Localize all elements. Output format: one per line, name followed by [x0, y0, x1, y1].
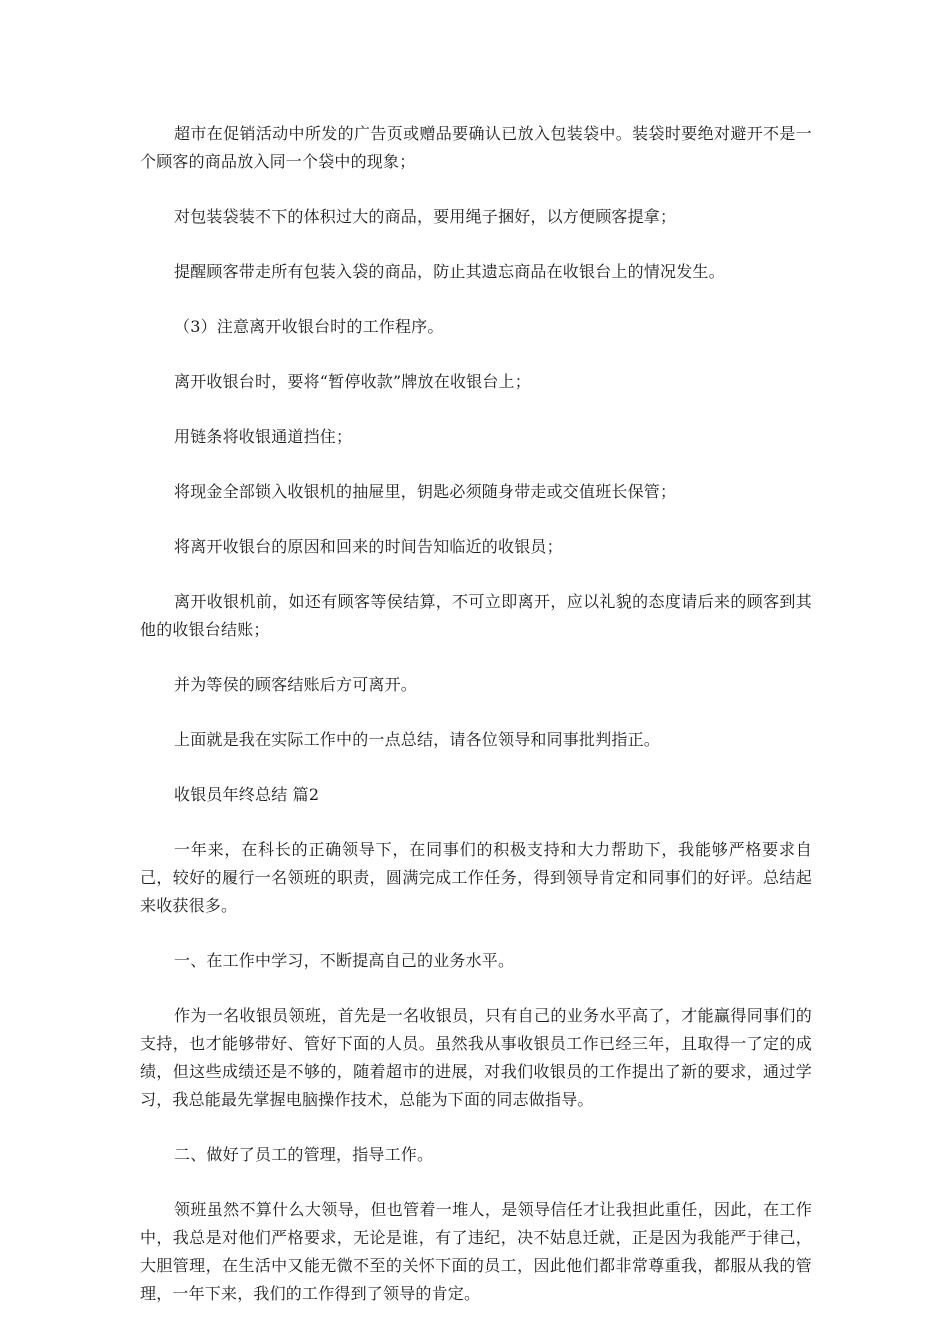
paragraph-oversized-goods: 对包装袋装不下的体积过大的商品，要用绳子捆好，以方便顾客提拿；	[174, 207, 677, 226]
paragraph-remind-customers: 提醒顾客带走所有包装入袋的商品，防止其遗忘商品在收银台上的情况发生。	[174, 262, 725, 281]
section-heading-staff-management: 二、做好了员工的管理，指导工作。	[174, 1145, 434, 1164]
section-heading-learning: 一、在工作中学习，不断提高自己的业务水平。	[174, 951, 515, 970]
paragraph-leave-after-checkout: 并为等侯的顾客结账后方可离开。	[174, 675, 418, 694]
paragraph-bagging-flyers: 超市在促销活动中所发的广告页或赠品要确认已放入包装袋中。装袋时要绝对避开不是一个顾客的商品放入同一个袋中的现象；	[140, 124, 812, 171]
paragraph-summary-closing: 上面就是我在实际工作中的一点总结，请各位领导和同事批判指正。	[174, 730, 661, 749]
section-heading-leaving-checkout: （3）注意离开收银台时的工作程序。	[174, 317, 444, 336]
paragraph-year-overview: 一年来，在科长的正确领导下，在同事们的积极支持和大力帮助下，我能够严格要求自己，较好的履行一名领班的职责，圆满完成工作任务，得到领导肯定和同事们的好评。总结起来收获很多。	[140, 840, 812, 915]
paragraph-lock-cash: 将现金全部锁入收银机的抽屉里，钥匙必须随身带走或交值班长保管；	[174, 482, 677, 501]
paragraph-pause-sign: 离开收银台时，要将“暂停收款”牌放在收银台上；	[174, 372, 531, 391]
paragraph-chain-lane: 用链条将收银通道挡住；	[174, 427, 353, 446]
article-title-part-2: 收银员年终总结 篇2	[174, 785, 320, 804]
paragraph-learning-details: 作为一名收银员领班，首先是一名收银员，只有自己的业务水平高了，才能赢得同事们的支持，也才能够带好、管好下面的人员。虽然我从事收银员工作已经三年，且取得一了定的成绩，但这些成绩还是不够的，随着超市的进展，对我们收银员的工作提出了新的要求，通过学习，我总能最先掌握电脑操作技术，总能为下面的同志做指导。	[140, 1006, 812, 1109]
paragraph-waiting-customers: 离开收银机前，如还有顾客等侯结算，不可立即离开，应以礼貌的态度请后来的顾客到其他的收银台结账；	[140, 592, 812, 639]
paragraph-inform-neighbor: 将离开收银台的原因和回来的时间告知临近的收银员；	[174, 537, 563, 556]
paragraph-management-details: 领班虽然不算什么大领导，但也管着一堆人，是领导信任才让我担此重任，因此，在工作中，我总是对他们严格要求，无论是谁，有了违纪，决不姑息迁就，正是因为我能严于律己，大胆管理，在生活中又能无微不至的关怀下面的员工，因此他们都非常尊重我，都服从我的管理，一年下来，我们的工作得到了领导的肯定。	[140, 1200, 812, 1303]
document-body	[140, 120, 812, 1335]
